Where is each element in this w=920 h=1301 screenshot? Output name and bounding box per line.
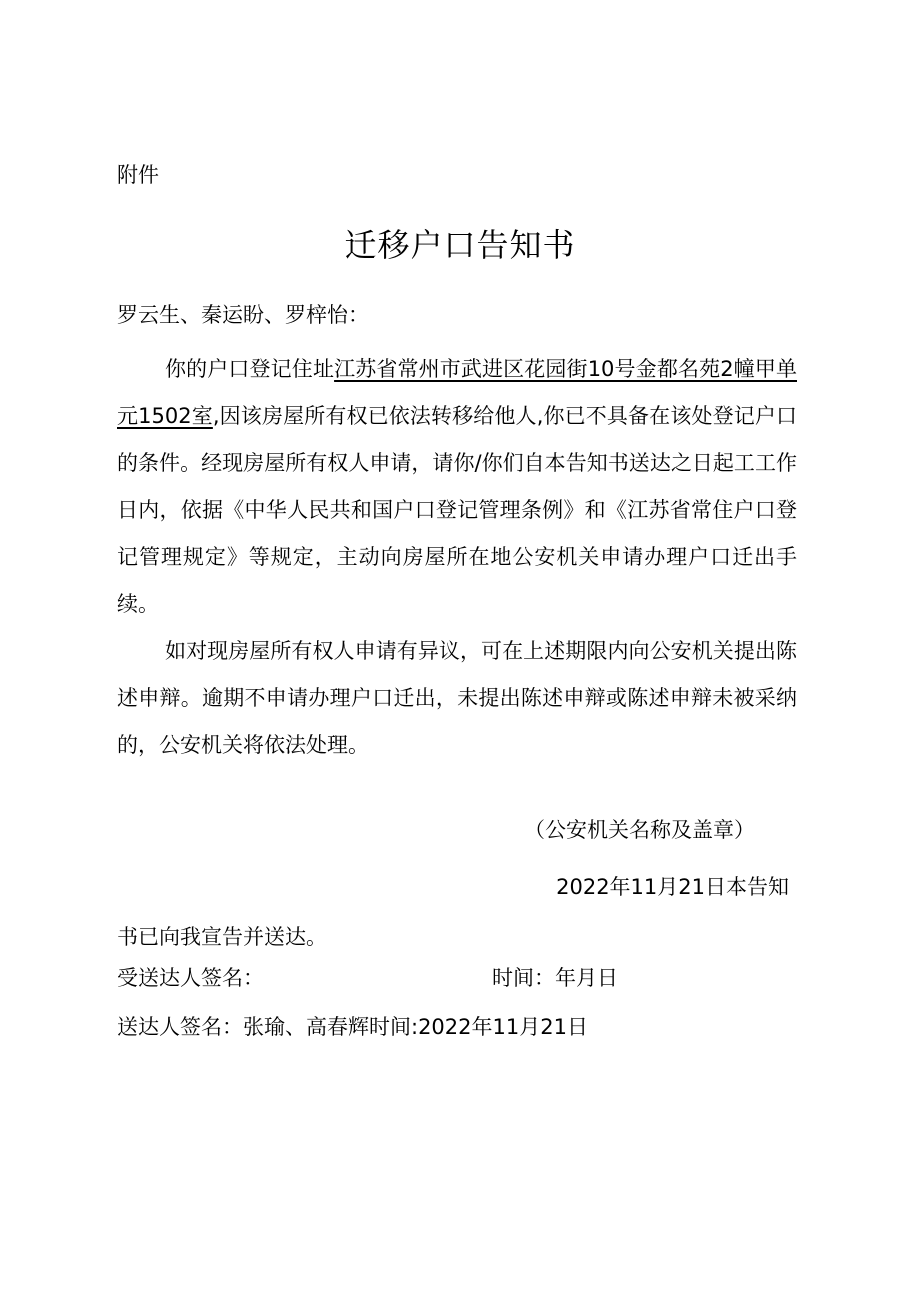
notice-paragraph-1	[117, 346, 797, 628]
date-block	[117, 862, 797, 962]
salutation: 罗云生、秦运盼、罗梓怡：	[117, 303, 369, 327]
recipient-signature-row	[117, 963, 797, 993]
date-line-second: 书已向我宣告并送达。	[117, 925, 327, 949]
document-title: 迁移户口告知书	[344, 226, 576, 264]
paragraph-prefix: 你的户口登记住址	[165, 357, 335, 381]
notice-body	[117, 346, 797, 769]
deliverer-signature-row: 送达人签名：张瑜、高春辉时间:2022年11月21日	[117, 1015, 588, 1039]
recipient-time-label: 时间：年月日	[492, 966, 618, 990]
registered-address: 江苏省常州市武进区花园街10号金都名苑2幢甲单元1502室	[117, 357, 797, 428]
date-line-first: 2022年11月21日本告知	[556, 875, 789, 899]
notice-paragraph-2: 如对现房屋所有权人申请有异议，可在上述期限内向公安机关提出陈述申辩。逾期不申请办理户口迁出，未提出陈述申辩或陈述申辩未被采纳的，公安机关将依法处理。	[117, 639, 797, 757]
paragraph-text: ,因该房屋所有权已依法转移给他人,你已不具备在该处登记户口的条件。经现房屋所有权人申请，请你/你们自本告知书送达之日起工工作日内，依据《中华人民共和国户口登记管理条例》和《江苏省常住户口登记管理规定》等规定，主动向房屋所在地公安机关申请办理户口迁出手续。	[117, 404, 797, 616]
recipient-signature-label: 受送达人签名：	[117, 966, 264, 990]
seal-label: （公安机关名称及盖章）	[524, 818, 755, 842]
attachment-label: 附件	[117, 163, 159, 187]
